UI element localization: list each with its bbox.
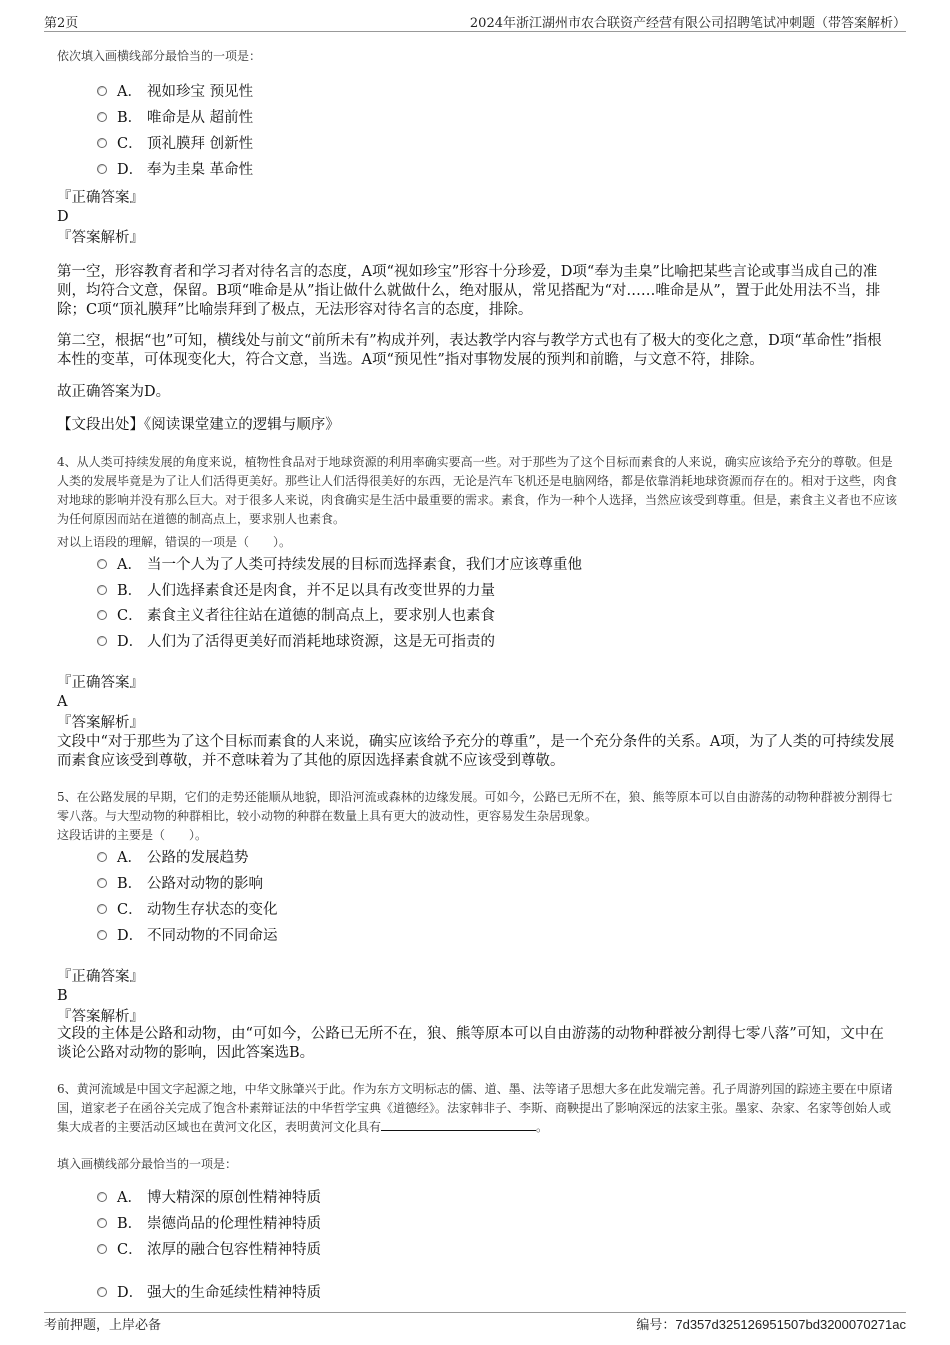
q4-option-b[interactable]: B． 人们选择素食还是肉食，并不足以具有改变世界的力量 bbox=[97, 581, 495, 601]
q6-option-b[interactable]: B． 崇德尚品的伦理性精神特质 bbox=[97, 1214, 321, 1234]
radio-icon[interactable] bbox=[97, 636, 107, 646]
q3-analysis-label: 『答案解析』 bbox=[57, 230, 144, 246]
q5-analysis-label: 『答案解析』 bbox=[57, 1009, 144, 1025]
q4-option-c[interactable]: C． 素食主义者往往站在道德的制高点上，要求别人也素食 bbox=[97, 606, 495, 626]
q3-option-b[interactable]: B． 唯命是从 超前性 bbox=[97, 108, 253, 128]
radio-icon[interactable] bbox=[97, 1244, 107, 1254]
q4-analysis-label: 『答案解析』 bbox=[57, 715, 144, 731]
q3-option-d[interactable]: D． 奉为圭臬 革命性 bbox=[97, 160, 253, 180]
radio-icon[interactable] bbox=[97, 904, 107, 914]
q5-option-c[interactable]: C． 动物生存状态的变化 bbox=[97, 900, 278, 920]
q4-answer: A bbox=[57, 694, 68, 710]
q3-analysis-p2: 第二空，根据“也”可知，横线处与前文“前所未有”构成并列，表达教学内容与教学方式也有了极大的变化之意，D项“革命性”指根本性的变革，可体现变化大，符合文意，当选。A项“预见性”指对事物发展的预判和前瞻，与文意不符，排除。 bbox=[57, 333, 882, 368]
q4-option-d[interactable]: D． 人们为了活得更美好而消耗地球资源，这是无可指责的 bbox=[97, 632, 495, 652]
q4-stem: 4、从人类可持续发展的角度来说，植物性食品对于地球资源的利用率确实要高一些。对于那些为了这个目标而素食的人来说，确实应该给予充分的尊敬。但是人类的发展毕竟是为了让人们活得更美好。那些让人们活得很美好的东西，无论是汽车飞机还是电脑网络，都是依靠消耗地球资源而存在的。相对于这些，肉食对地球的影响并没有那么巨大。对于很多人来说，肉食确实是生活中最重要的需求。素食，作为一种个人选择，当然应该受到尊重。但是，素食主义者也不应该为任何原因而站在道德的制高点上，要求别人也素食。 bbox=[57, 455, 898, 526]
q4-question: 对以上语段的理解，错误的一项是（ ）。 bbox=[57, 535, 292, 549]
q3-prompt: 依次填入画横线部分最恰当的一项是： bbox=[57, 49, 262, 63]
radio-icon[interactable] bbox=[97, 878, 107, 888]
document-title: 2024年浙江湖州市农合联资产经营有限公司招聘笔试冲刺题（带答案解析） bbox=[469, 16, 906, 31]
document-code: 编号：7d357d325126951507bd3200070271ac bbox=[636, 1317, 906, 1332]
q6-option-a[interactable]: A． 博大精深的原创性精神特质 bbox=[97, 1188, 321, 1208]
q3-option-a[interactable]: A． 视如珍宝 预见性 bbox=[97, 82, 253, 102]
q6-stem bbox=[57, 1080, 897, 1137]
radio-icon[interactable] bbox=[97, 930, 107, 940]
q6-prompt: 填入画横线部分最恰当的一项是： bbox=[57, 1157, 238, 1171]
radio-icon[interactable] bbox=[97, 164, 107, 174]
header-divider bbox=[44, 31, 906, 32]
q6-stem-end: 。 bbox=[536, 1120, 549, 1134]
radio-icon[interactable] bbox=[97, 559, 107, 569]
q3-analysis-p3: 故正确答案为D。 bbox=[57, 384, 171, 400]
radio-icon[interactable] bbox=[97, 1287, 107, 1297]
footer-divider bbox=[44, 1312, 906, 1313]
q5-answer: B bbox=[57, 988, 68, 1004]
radio-icon[interactable] bbox=[97, 112, 107, 122]
radio-icon[interactable] bbox=[97, 610, 107, 620]
q3-analysis-p1: 第一空，形容教育者和学习者对待名言的态度，A项“视如珍宝”形容十分珍爱，D项“奉为圭臬”比喻把某些言论或事当成自己的准则，均符合文意，保留。B项“唯命是从”指让做什么就做什么，绝对服从，常见搭配为“对……唯命是从”，置于此处用法不当，排除；C项“顶礼膜拜”比喻崇拜到了极点，无法形容对待名言的态度，排除。 bbox=[57, 264, 881, 318]
q6-stem-text: 6、黄河流域是中国文字起源之地，中华文脉肇兴于此。作为东方文明标志的儒、道、墨、法等诸子思想大多在此发端完善。孔子周游列国的踪迹主要在中原诸国，道家老子在函谷关完成了饱含朴素辩证法的中华哲学宝典《道德经》。法家韩非子、李斯、商鞅提出了影响深远的法家主张。墨家、杂家、名家等创始人或集大成者的主要活动区域也在黄河文化区，表明黄河文化具有 bbox=[57, 1082, 893, 1134]
footer-slogan: 考前押题，上岸必备 bbox=[44, 1318, 162, 1333]
q5-option-a[interactable]: A． 公路的发展趋势 bbox=[97, 848, 249, 868]
q5-question: 这段话讲的主要是（ ）。 bbox=[57, 828, 208, 842]
q3-source: 【文段出处】《阅读课堂建立的逻辑与顺序》 bbox=[57, 417, 340, 433]
radio-icon[interactable] bbox=[97, 852, 107, 862]
radio-icon[interactable] bbox=[97, 585, 107, 595]
q5-option-d[interactable]: D． 不同动物的不同命运 bbox=[97, 926, 278, 946]
q5-answer-label: 『正确答案』 bbox=[57, 969, 144, 985]
page-number: 第2页 bbox=[44, 16, 79, 31]
q5-analysis: 文段的主体是公路和动物，由“可如今，公路已无所不在，狼、熊等原本可以自由游荡的动物种群被分割得七零八落”可知，文中在谈论公路对动物的影响，因此答案选B。 bbox=[57, 1026, 884, 1061]
q6-option-d[interactable]: D． 强大的生命延续性精神特质 bbox=[97, 1283, 321, 1303]
q4-answer-label: 『正确答案』 bbox=[57, 675, 144, 691]
radio-icon[interactable] bbox=[97, 138, 107, 148]
q3-answer: D bbox=[57, 209, 69, 225]
q4-option-a[interactable]: A． 当一个人为了人类可持续发展的目标而选择素食，我们才应该尊重他 bbox=[97, 555, 582, 575]
q3-option-c[interactable]: C． 顶礼膜拜 创新性 bbox=[97, 134, 253, 154]
radio-icon[interactable] bbox=[97, 1192, 107, 1202]
answer-blank bbox=[381, 1118, 536, 1131]
q3-answer-label: 『正确答案』 bbox=[57, 190, 144, 206]
q5-option-b[interactable]: B． 公路对动物的影响 bbox=[97, 874, 263, 894]
q6-option-c[interactable]: C． 浓厚的融合包容性精神特质 bbox=[97, 1240, 321, 1260]
q4-analysis: 文段中“对于那些为了这个目标而素食的人来说，确实应该给予充分的尊重”，是一个充分条件的关系。A项，为了人类的可持续发展而素食应该受到尊敬，并不意味着为了其他的原因选择素食就不应该受到尊敬。 bbox=[57, 734, 895, 769]
q5-stem: 5、在公路发展的早期，它们的走势还能顺从地貌，即沿河流或森林的边缘发展。可如今，公路已无所不在，狼、熊等原本可以自由游荡的动物种群被分割得七零八落。与大型动物的种群相比，较小动物的种群在数量上具有更大的波动性，更容易发生杂居现象。 bbox=[57, 790, 893, 823]
radio-icon[interactable] bbox=[97, 1218, 107, 1228]
radio-icon[interactable] bbox=[97, 86, 107, 96]
